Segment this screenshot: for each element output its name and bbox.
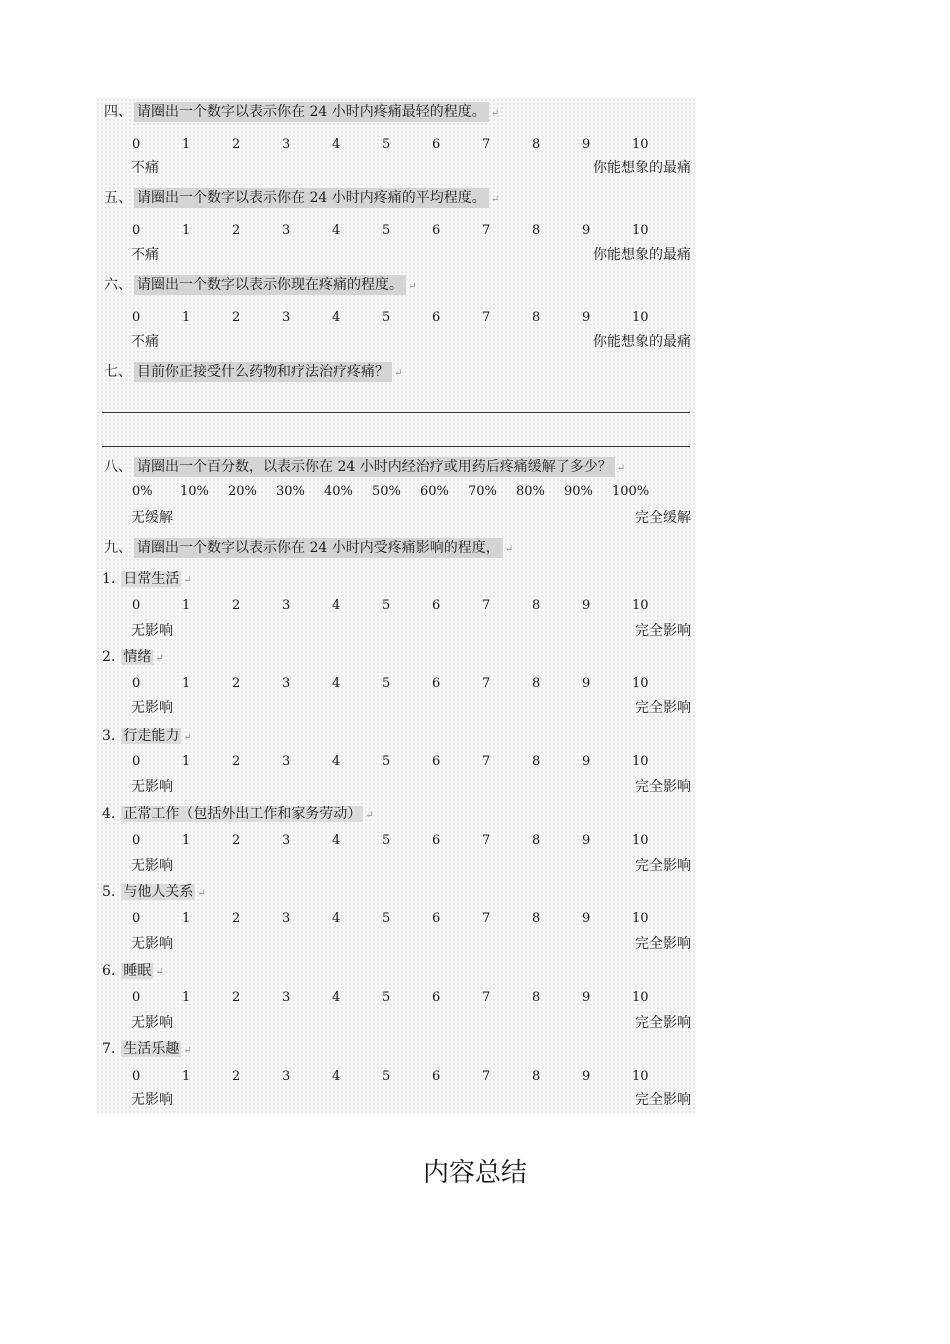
scale-value: 6 bbox=[432, 676, 441, 691]
scale-value: 6 bbox=[432, 754, 441, 769]
paragraph-mark: ↵ bbox=[183, 575, 192, 586]
scale-value: 7 bbox=[482, 137, 491, 152]
scale-value: 7 bbox=[482, 754, 491, 769]
scale-value: 3 bbox=[282, 754, 291, 769]
item-label: 日常生活 bbox=[123, 571, 180, 587]
scale-value: 7 bbox=[482, 833, 491, 848]
question-number: 六、 bbox=[104, 277, 132, 293]
scale-anchors bbox=[96, 1090, 696, 1110]
scale-max-label: 完全影响 bbox=[635, 623, 691, 639]
scale-value: 0 bbox=[132, 598, 141, 613]
scale-value: 9 bbox=[582, 833, 591, 848]
scale-value: 0 bbox=[132, 676, 141, 691]
scale-min-label: 无缓解 bbox=[131, 510, 173, 526]
paragraph-mark: ↵ bbox=[504, 544, 514, 555]
question-text: 目前你正接受什么药物和疗法治疗疼痛？ bbox=[134, 362, 392, 382]
scale-value: 8 bbox=[532, 137, 541, 152]
question-text: 请圈出一个数字以表示你现在疼痛的程度。 bbox=[134, 275, 406, 295]
scale-value: 1 bbox=[182, 1069, 191, 1084]
scale-value: 3 bbox=[282, 911, 291, 926]
scale-value: 4 bbox=[332, 310, 341, 325]
scale-value: 0 bbox=[132, 833, 141, 848]
scale-value: 5 bbox=[382, 223, 391, 238]
question-5 bbox=[104, 188, 499, 208]
scale-value: 10 bbox=[632, 676, 649, 691]
scale-value: 6 bbox=[432, 223, 441, 238]
scale-value: 4 bbox=[332, 833, 341, 848]
scale-anchors bbox=[96, 158, 696, 178]
scale-value: 7 bbox=[482, 598, 491, 613]
scale-value: 4 bbox=[332, 223, 341, 238]
question-9 bbox=[104, 538, 513, 558]
scale-value: 7 bbox=[482, 911, 491, 926]
scale-max-label: 完全影响 bbox=[635, 779, 691, 795]
scale-value: 80% bbox=[516, 484, 545, 499]
scale-value: 5 bbox=[382, 137, 391, 152]
scale-value: 1 bbox=[182, 223, 191, 238]
scale-value: 4 bbox=[332, 911, 341, 926]
paragraph-mark: ↵ bbox=[155, 967, 164, 978]
scale-value: 1 bbox=[182, 598, 191, 613]
scanned-questionnaire bbox=[96, 98, 696, 1114]
impact-item-3 bbox=[102, 726, 192, 746]
paragraph-mark: ↵ bbox=[197, 888, 206, 899]
question-6 bbox=[104, 275, 416, 295]
item-label: 与他人关系 bbox=[123, 884, 194, 900]
scale-value: 6 bbox=[432, 137, 441, 152]
scale-anchors bbox=[96, 698, 696, 718]
scale-value: 7 bbox=[482, 1069, 491, 1084]
scale-value: 7 bbox=[482, 676, 491, 691]
item-label: 正常工作（包括外出工作和家务劳动） bbox=[123, 806, 362, 822]
scale-min-label: 无影响 bbox=[131, 1092, 173, 1108]
rating-scale bbox=[96, 989, 696, 1007]
scale-value: 4 bbox=[332, 598, 341, 613]
scale-value: 5 bbox=[382, 676, 391, 691]
scale-value: 8 bbox=[532, 598, 541, 613]
scale-value: 0 bbox=[132, 990, 141, 1005]
impact-item-5 bbox=[102, 882, 206, 902]
scale-anchors bbox=[96, 934, 696, 954]
scale-value: 7 bbox=[482, 990, 491, 1005]
scale-value: 3 bbox=[282, 1069, 291, 1084]
scale-value: 0 bbox=[132, 310, 141, 325]
scale-value: 3 bbox=[282, 223, 291, 238]
scale-value: 9 bbox=[582, 911, 591, 926]
scale-value: 6 bbox=[432, 598, 441, 613]
scale-value: 10 bbox=[632, 1069, 649, 1084]
scale-value: 8 bbox=[532, 754, 541, 769]
percent-scale bbox=[96, 483, 696, 501]
paragraph-mark: ↵ bbox=[408, 281, 417, 292]
scale-value: 2 bbox=[232, 598, 241, 613]
scale-value: 0 bbox=[132, 754, 141, 769]
scale-value: 9 bbox=[582, 223, 591, 238]
scale-max-label: 你能想象的最痛 bbox=[593, 160, 691, 176]
scale-value: 2 bbox=[232, 833, 241, 848]
rating-scale bbox=[96, 136, 696, 154]
scale-value: 4 bbox=[332, 990, 341, 1005]
scale-value: 10 bbox=[632, 598, 649, 613]
scale-value: 70% bbox=[468, 484, 497, 499]
scale-anchors bbox=[96, 1013, 696, 1033]
scale-value: 6 bbox=[432, 990, 441, 1005]
impact-item-6 bbox=[102, 961, 164, 981]
paragraph-mark: ↵ bbox=[490, 108, 500, 119]
scale-value: 10 bbox=[632, 310, 649, 325]
scale-value: 9 bbox=[582, 310, 591, 325]
scale-value: 60% bbox=[420, 484, 449, 499]
scale-value: 10 bbox=[632, 833, 649, 848]
scale-max-label: 你能想象的最痛 bbox=[593, 247, 691, 263]
scale-value: 5 bbox=[382, 911, 391, 926]
question-text: 请圈出一个数字以表示你在 24 小时内受疼痛影响的程度， bbox=[134, 538, 503, 558]
item-number: 6. bbox=[102, 963, 116, 979]
item-number: 1. bbox=[102, 571, 116, 587]
scale-max-label: 完全影响 bbox=[635, 1015, 691, 1031]
question-number: 八、 bbox=[104, 459, 132, 475]
scale-max-label: 完全缓解 bbox=[635, 510, 691, 526]
scale-value: 9 bbox=[582, 990, 591, 1005]
question-number: 七、 bbox=[104, 364, 132, 380]
rating-scale bbox=[96, 910, 696, 928]
scale-value: 10 bbox=[632, 911, 649, 926]
item-number: 7. bbox=[102, 1041, 116, 1057]
paragraph-mark: ↵ bbox=[155, 653, 164, 664]
scale-value: 2 bbox=[232, 676, 241, 691]
scale-min-label: 不痛 bbox=[131, 334, 159, 350]
scale-value: 8 bbox=[532, 223, 541, 238]
scale-min-label: 无影响 bbox=[131, 700, 173, 716]
scale-value: 5 bbox=[382, 833, 391, 848]
scale-value: 3 bbox=[282, 310, 291, 325]
scale-value: 7 bbox=[482, 310, 491, 325]
scale-value: 4 bbox=[332, 754, 341, 769]
question-text: 请圈出一个数字以表示你在 24 小时内疼痛的平均程度。 bbox=[134, 188, 489, 208]
content-summary-heading: 内容总结 bbox=[422, 1158, 527, 1188]
question-text: 请圈出一个百分数，以表示你在 24 小时内经治疗或用药后疼痛缓解了多少？ bbox=[134, 457, 615, 477]
item-label: 生活乐趣 bbox=[123, 1041, 180, 1057]
scale-value: 5 bbox=[382, 1069, 391, 1084]
question-7 bbox=[104, 362, 402, 382]
scale-value: 1 bbox=[182, 310, 191, 325]
scale-value: 2 bbox=[232, 911, 241, 926]
scale-value: 2 bbox=[232, 990, 241, 1005]
scale-value: 10 bbox=[632, 137, 649, 152]
scale-min-label: 无影响 bbox=[131, 1015, 173, 1031]
impact-item-1 bbox=[102, 569, 192, 589]
scale-value: 2 bbox=[232, 137, 241, 152]
scale-anchors bbox=[96, 245, 696, 265]
item-label: 睡眠 bbox=[123, 963, 152, 979]
rating-scale bbox=[96, 832, 696, 850]
scale-value: 4 bbox=[332, 676, 341, 691]
scale-value: 5 bbox=[382, 754, 391, 769]
paragraph-mark: ↵ bbox=[616, 463, 626, 474]
scale-value: 1 bbox=[182, 137, 191, 152]
answer-line bbox=[102, 446, 690, 447]
item-number: 2. bbox=[102, 649, 116, 665]
rating-scale bbox=[96, 1068, 696, 1086]
paragraph-mark: ↵ bbox=[490, 194, 500, 205]
scale-value: 10 bbox=[632, 754, 649, 769]
scale-value: 10% bbox=[180, 484, 209, 499]
scale-value: 6 bbox=[432, 833, 441, 848]
question-number: 四、 bbox=[104, 104, 132, 120]
scale-value: 3 bbox=[282, 137, 291, 152]
scale-value: 50% bbox=[372, 484, 401, 499]
scale-value: 3 bbox=[282, 598, 291, 613]
scale-value: 9 bbox=[582, 1069, 591, 1084]
scale-value: 8 bbox=[532, 676, 541, 691]
question-4 bbox=[104, 102, 499, 122]
scale-max-label: 完全影响 bbox=[635, 1092, 691, 1108]
scale-value: 100% bbox=[612, 484, 650, 499]
scale-value: 0 bbox=[132, 137, 141, 152]
scale-max-label: 完全影响 bbox=[635, 858, 691, 874]
scale-value: 3 bbox=[282, 990, 291, 1005]
impact-item-7 bbox=[102, 1039, 192, 1059]
scale-anchors bbox=[96, 508, 696, 528]
scale-max-label: 完全影响 bbox=[635, 700, 691, 716]
scale-value: 6 bbox=[432, 911, 441, 926]
scale-value: 4 bbox=[332, 137, 341, 152]
scale-min-label: 不痛 bbox=[131, 247, 159, 263]
scale-value: 8 bbox=[532, 990, 541, 1005]
paragraph-mark: ↵ bbox=[183, 1045, 192, 1056]
scale-value: 5 bbox=[382, 598, 391, 613]
scale-value: 90% bbox=[564, 484, 593, 499]
scale-value: 10 bbox=[632, 223, 649, 238]
scale-value: 0 bbox=[132, 223, 141, 238]
scale-value: 3 bbox=[282, 676, 291, 691]
scale-value: 30% bbox=[276, 484, 305, 499]
scale-value: 2 bbox=[232, 754, 241, 769]
rating-scale bbox=[96, 675, 696, 693]
item-label: 情绪 bbox=[123, 649, 152, 665]
scale-value: 3 bbox=[282, 833, 291, 848]
scale-value: 8 bbox=[532, 1069, 541, 1084]
impact-item-2 bbox=[102, 647, 164, 667]
scale-value: 1 bbox=[182, 990, 191, 1005]
scale-min-label: 无影响 bbox=[131, 623, 173, 639]
rating-scale bbox=[96, 309, 696, 327]
scale-value: 0% bbox=[132, 484, 153, 499]
scale-value: 1 bbox=[182, 911, 191, 926]
paragraph-mark: ↵ bbox=[183, 732, 192, 743]
scale-value: 10 bbox=[632, 990, 649, 1005]
impact-item-4 bbox=[102, 804, 374, 824]
rating-scale bbox=[96, 222, 696, 240]
scale-value: 2 bbox=[232, 310, 241, 325]
scale-min-label: 无影响 bbox=[131, 779, 173, 795]
scale-value: 2 bbox=[232, 223, 241, 238]
scale-value: 1 bbox=[182, 676, 191, 691]
question-text: 请圈出一个数字以表示你在 24 小时内疼痛最轻的程度。 bbox=[134, 102, 489, 122]
scale-max-label: 你能想象的最痛 bbox=[593, 334, 691, 350]
scale-min-label: 不痛 bbox=[131, 160, 159, 176]
paragraph-mark: ↵ bbox=[365, 810, 374, 821]
scale-anchors bbox=[96, 777, 696, 797]
scale-value: 5 bbox=[382, 990, 391, 1005]
item-number: 4. bbox=[102, 806, 116, 822]
question-number: 九、 bbox=[104, 540, 132, 556]
scale-anchors bbox=[96, 332, 696, 352]
scale-value: 20% bbox=[228, 484, 257, 499]
scale-value: 1 bbox=[182, 833, 191, 848]
item-number: 5. bbox=[102, 884, 116, 900]
scale-max-label: 完全影响 bbox=[635, 936, 691, 952]
answer-line bbox=[102, 412, 690, 413]
scale-value: 8 bbox=[532, 911, 541, 926]
scale-anchors bbox=[96, 856, 696, 876]
scale-value: 2 bbox=[232, 1069, 241, 1084]
scale-value: 6 bbox=[432, 310, 441, 325]
scale-value: 9 bbox=[582, 598, 591, 613]
scale-value: 7 bbox=[482, 223, 491, 238]
item-label: 行走能力 bbox=[123, 728, 180, 744]
scale-value: 0 bbox=[132, 1069, 141, 1084]
scale-min-label: 无影响 bbox=[131, 936, 173, 952]
rating-scale bbox=[96, 597, 696, 615]
scale-value: 40% bbox=[324, 484, 353, 499]
question-number: 五、 bbox=[104, 190, 132, 206]
paragraph-mark: ↵ bbox=[394, 368, 403, 379]
scale-value: 0 bbox=[132, 911, 141, 926]
scale-anchors bbox=[96, 621, 696, 641]
scale-value: 8 bbox=[532, 310, 541, 325]
scale-value: 9 bbox=[582, 676, 591, 691]
scale-value: 1 bbox=[182, 754, 191, 769]
question-8 bbox=[104, 457, 625, 477]
scale-value: 5 bbox=[382, 310, 391, 325]
rating-scale bbox=[96, 753, 696, 771]
scale-value: 9 bbox=[582, 137, 591, 152]
item-number: 3. bbox=[102, 728, 116, 744]
scale-value: 6 bbox=[432, 1069, 441, 1084]
scale-value: 9 bbox=[582, 754, 591, 769]
scale-value: 8 bbox=[532, 833, 541, 848]
scale-value: 4 bbox=[332, 1069, 341, 1084]
scale-min-label: 无影响 bbox=[131, 858, 173, 874]
